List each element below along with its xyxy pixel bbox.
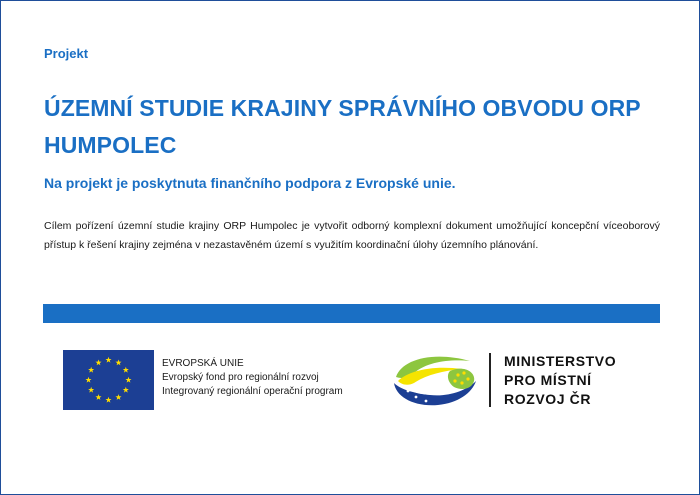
eu-line-union: EVROPSKÁ UNIE xyxy=(162,358,244,369)
ministry-name xyxy=(504,352,616,409)
ministry-line-2: PRO MÍSTNÍ xyxy=(504,372,592,388)
eu-line-program: Integrovaný regionální operační program xyxy=(162,386,343,397)
project-description: Cílem pořízení územní studie krajiny ORP Humpolec je vytvořit odborný komplexní dokument umožňující koncepční víceoborový přístup k řešení krajiny zejména v nezastavěném území s využitím koordinační úlohy územního plánování. xyxy=(44,220,660,251)
mmr-logo-icon xyxy=(392,351,478,409)
eu-program-text xyxy=(162,357,343,399)
ministry-line-3: ROZVOJ ČR xyxy=(504,391,592,407)
page-title: ÚZEMNÍ STUDIE KRAJINY SPRÁVNÍHO OBVODU ORP HUMPOLEC xyxy=(44,95,641,158)
eu-flag-icon xyxy=(63,350,154,410)
project-label: Projekt xyxy=(44,46,89,61)
ministry-line-1: MINISTERSTVO xyxy=(504,353,617,369)
funding-subtitle: Na projekt je poskytnuta finančního podpora z Evropské unie. xyxy=(44,175,456,191)
divider-bar xyxy=(43,304,660,323)
logo-divider xyxy=(489,353,491,407)
eu-line-fund: Evropský fond pro regionální rozvoj xyxy=(162,372,319,383)
